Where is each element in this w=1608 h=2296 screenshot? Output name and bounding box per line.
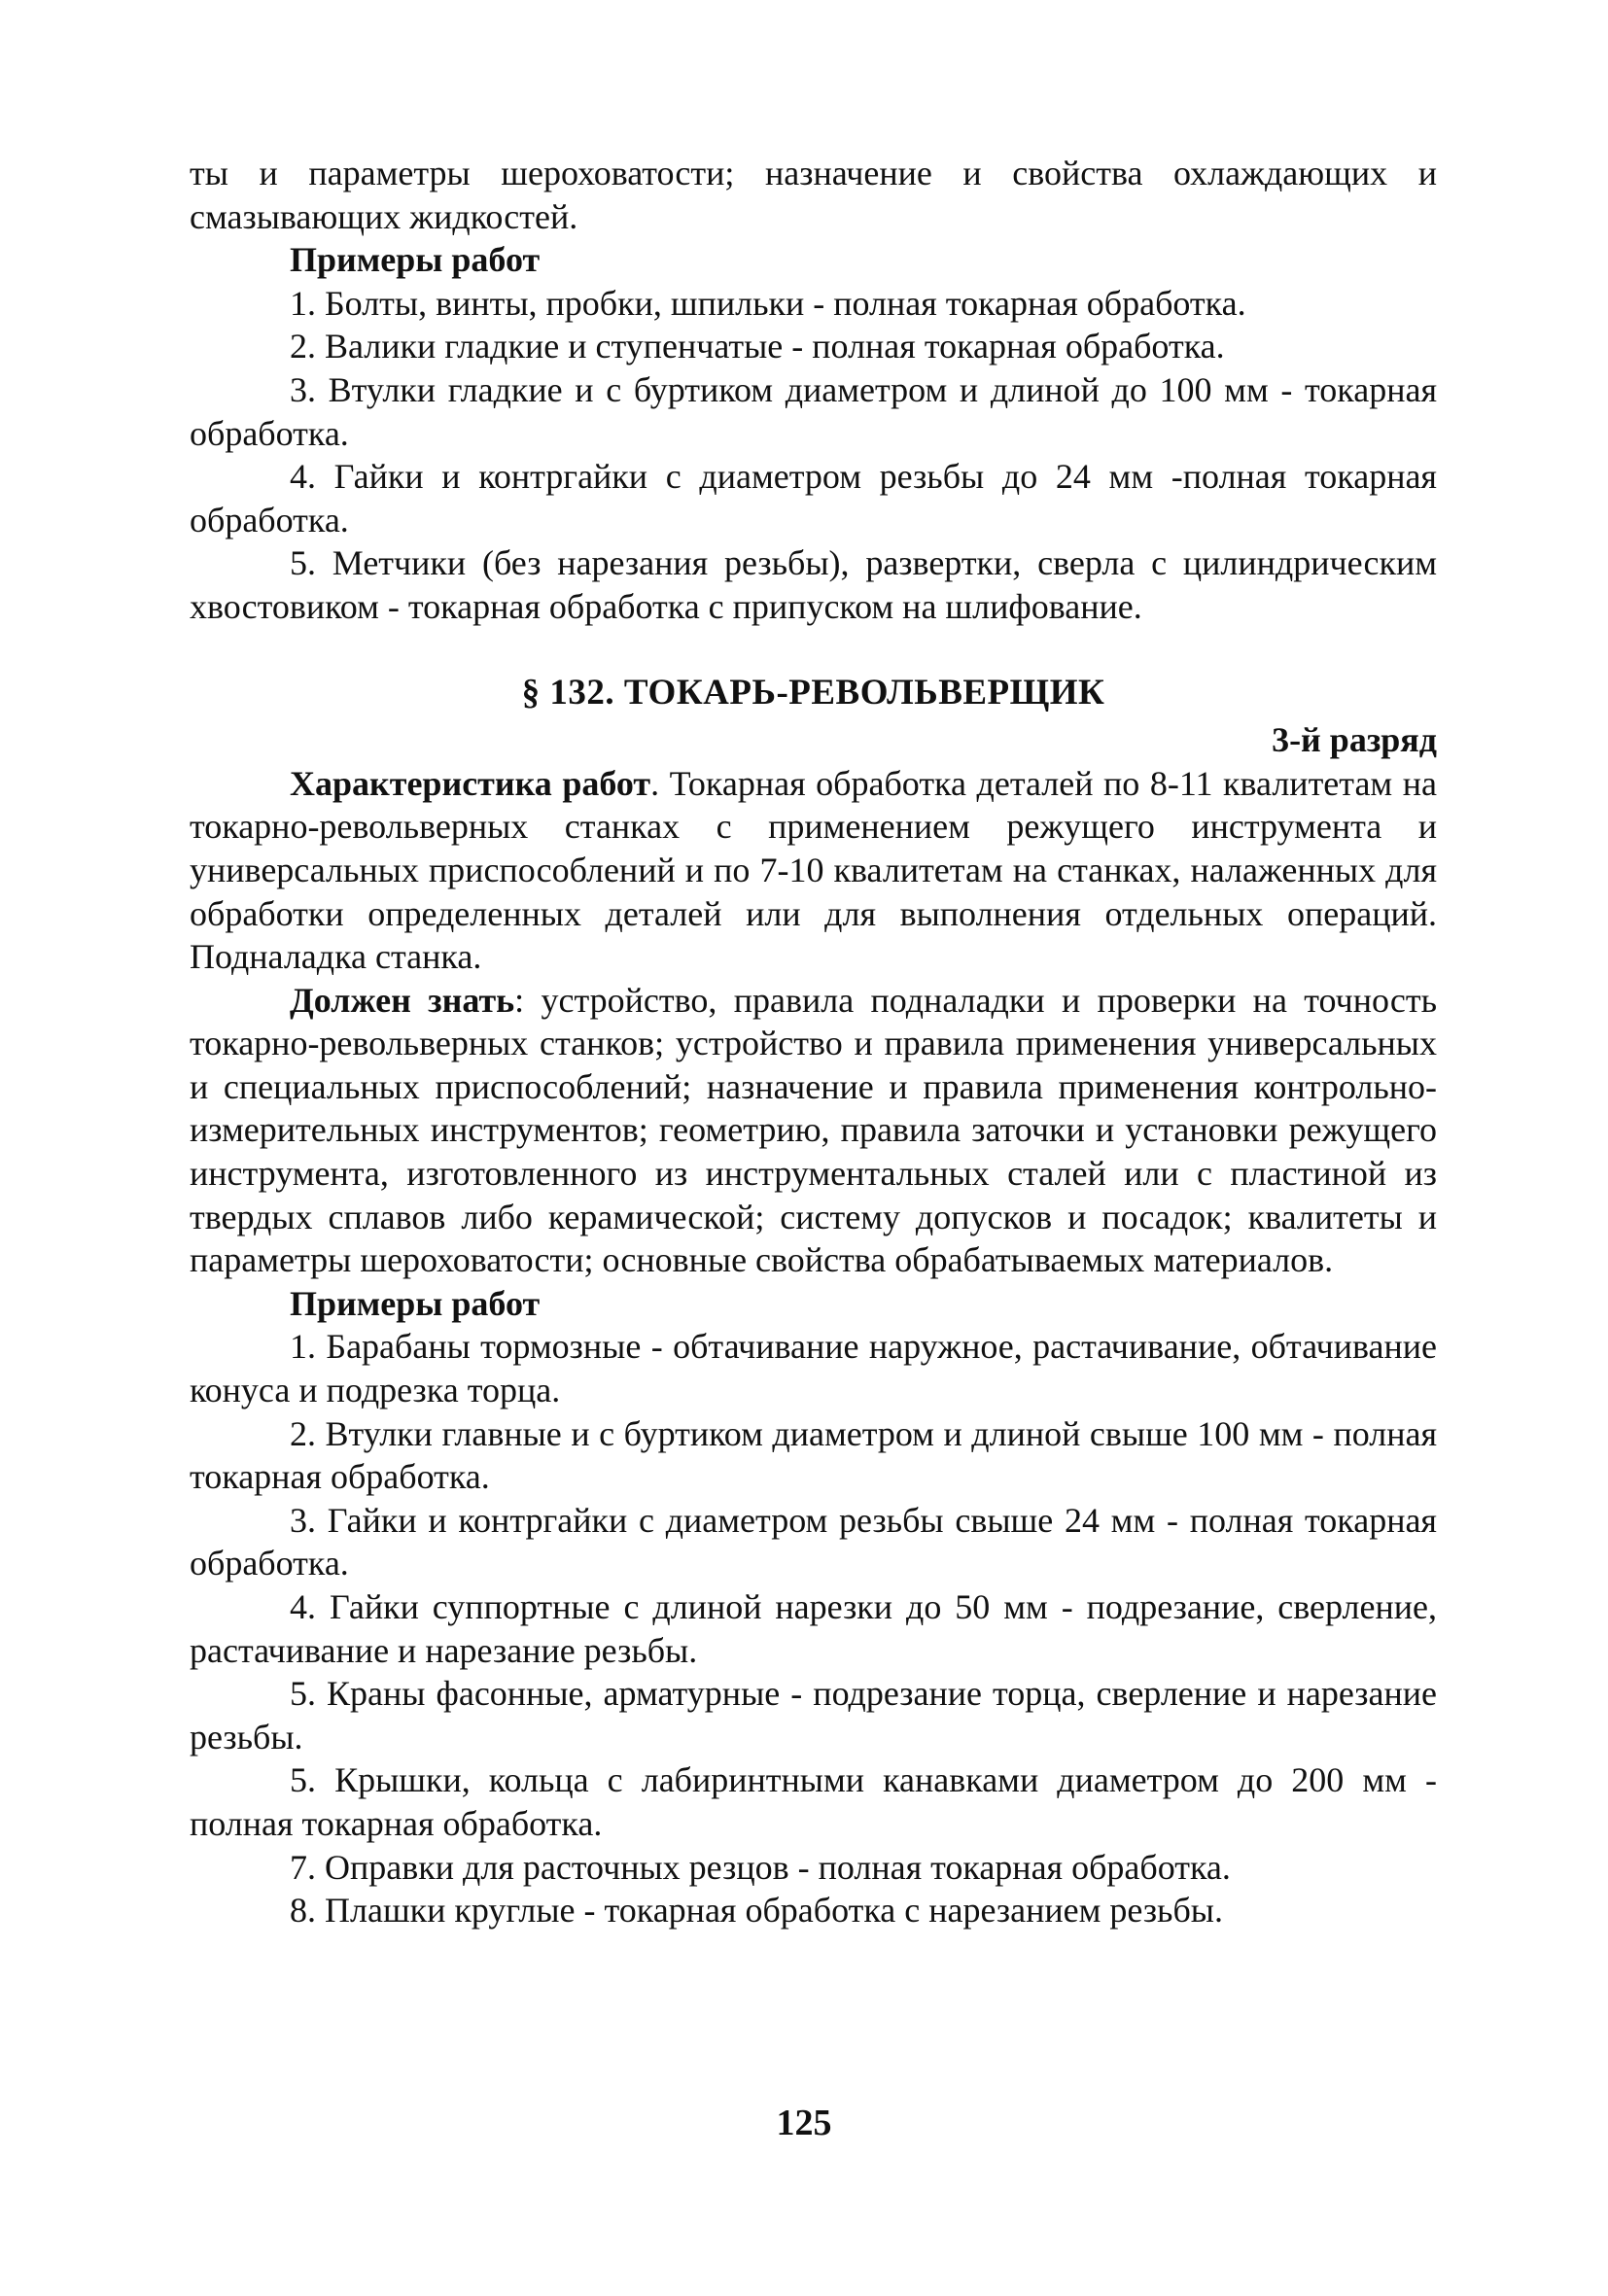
examples-heading: Примеры работ: [290, 1283, 541, 1323]
example-item: 7. Оправки для расточных резцов - полная токарная обработка.: [290, 1847, 1231, 1887]
example-item: 5. Краны фасонные, арматурные - подрезание торца, сверление и нарезание резьбы.: [190, 1674, 1437, 1757]
example-item: 1. Барабаны тормозные - обтачивание наружное, растачивание, обтачивание конуса и подрезка торца.: [190, 1327, 1437, 1410]
characteristics-text: . Токарная обработка деталей по 8-11 квалитетам на токарно-револьверных станках с применением режущего инструмента и универсальных приспособлений и по 7-10 квалитетам на станках, налаженных для обработки определенных деталей или для выполнения отдельных операций. Подналадка станка.: [190, 763, 1437, 977]
knowledge-paragraph: [190, 979, 1437, 1282]
prev-example-item: 4. Гайки и контргайки с диаметром резьбы до 24 мм -полная токарная обработка.: [190, 457, 1437, 539]
prev-example-item: 1. Болты, винты, пробки, шпильки - полная токарная обработка.: [290, 283, 1246, 323]
grade-label: 3-й разряд: [1272, 720, 1437, 760]
example-item: 4. Гайки суппортные с длиной нарезки до 50 мм - подрезание, сверление, растачивание и нарезание резьбы.: [190, 1587, 1437, 1670]
example-item: 2. Втулки главные и с буртиком диаметром и длиной свыше 100 мм - полная токарная обработка.: [190, 1413, 1437, 1497]
example-item: 5. Крышки, кольца с лабиринтными канавками диаметром до 200 мм - полная токарная обработка.: [190, 1760, 1437, 1843]
knowledge-text: : устройство, правила подналадки и проверки на точность токарно-револьверных станков; устройство и правила применения универсальных и специальных приспособлений; назначение и правила применения контрольно-измерительных инструментов; геометрию, правила заточки и установки режущего инструмента, изготовленного из инструментальных сталей или с пластиной из твердых сплавов либо керамической; систему допусков и посадок; квалитеты и параметры шероховатости; основные свойства обрабатываемых материалов.: [190, 980, 1437, 1280]
prev-example-item: 3. Втулки гладкие и с буртиком диаметром и длиной до 100 мм - токарная обработка.: [190, 369, 1437, 453]
prev-section-continuation: ты и параметры шероховатости; назначение и свойства охлаждающих и смазывающих жидкостей.: [190, 154, 1437, 236]
prev-example-item: 5. Метчики (без нарезания резьбы), развертки, сверла с цилиндрическим хвостовиком - токарная обработка с припуском на шлифование.: [190, 543, 1437, 626]
section-title: § 132. ТОКАРЬ-РЕВОЛЬВЕРЩИК: [521, 672, 1105, 713]
characteristics-paragraph: [190, 762, 1437, 979]
page-number: 125: [776, 2103, 832, 2143]
example-item: 3. Гайки и контргайки с диаметром резьбы свыше 24 мм - полная токарная обработка.: [190, 1500, 1437, 1583]
prev-examples-heading: Примеры работ: [290, 240, 541, 280]
knowledge-label: Должен знать: [290, 980, 515, 1020]
prev-example-item: 2. Валики гладкие и ступенчатые - полная токарная обработка.: [290, 327, 1225, 366]
characteristics-label: Характеристика работ: [290, 763, 651, 803]
example-item: 8. Плашки круглые - токарная обработка с нарезанием резьбы.: [290, 1891, 1223, 1931]
text-column: [190, 152, 1437, 1932]
